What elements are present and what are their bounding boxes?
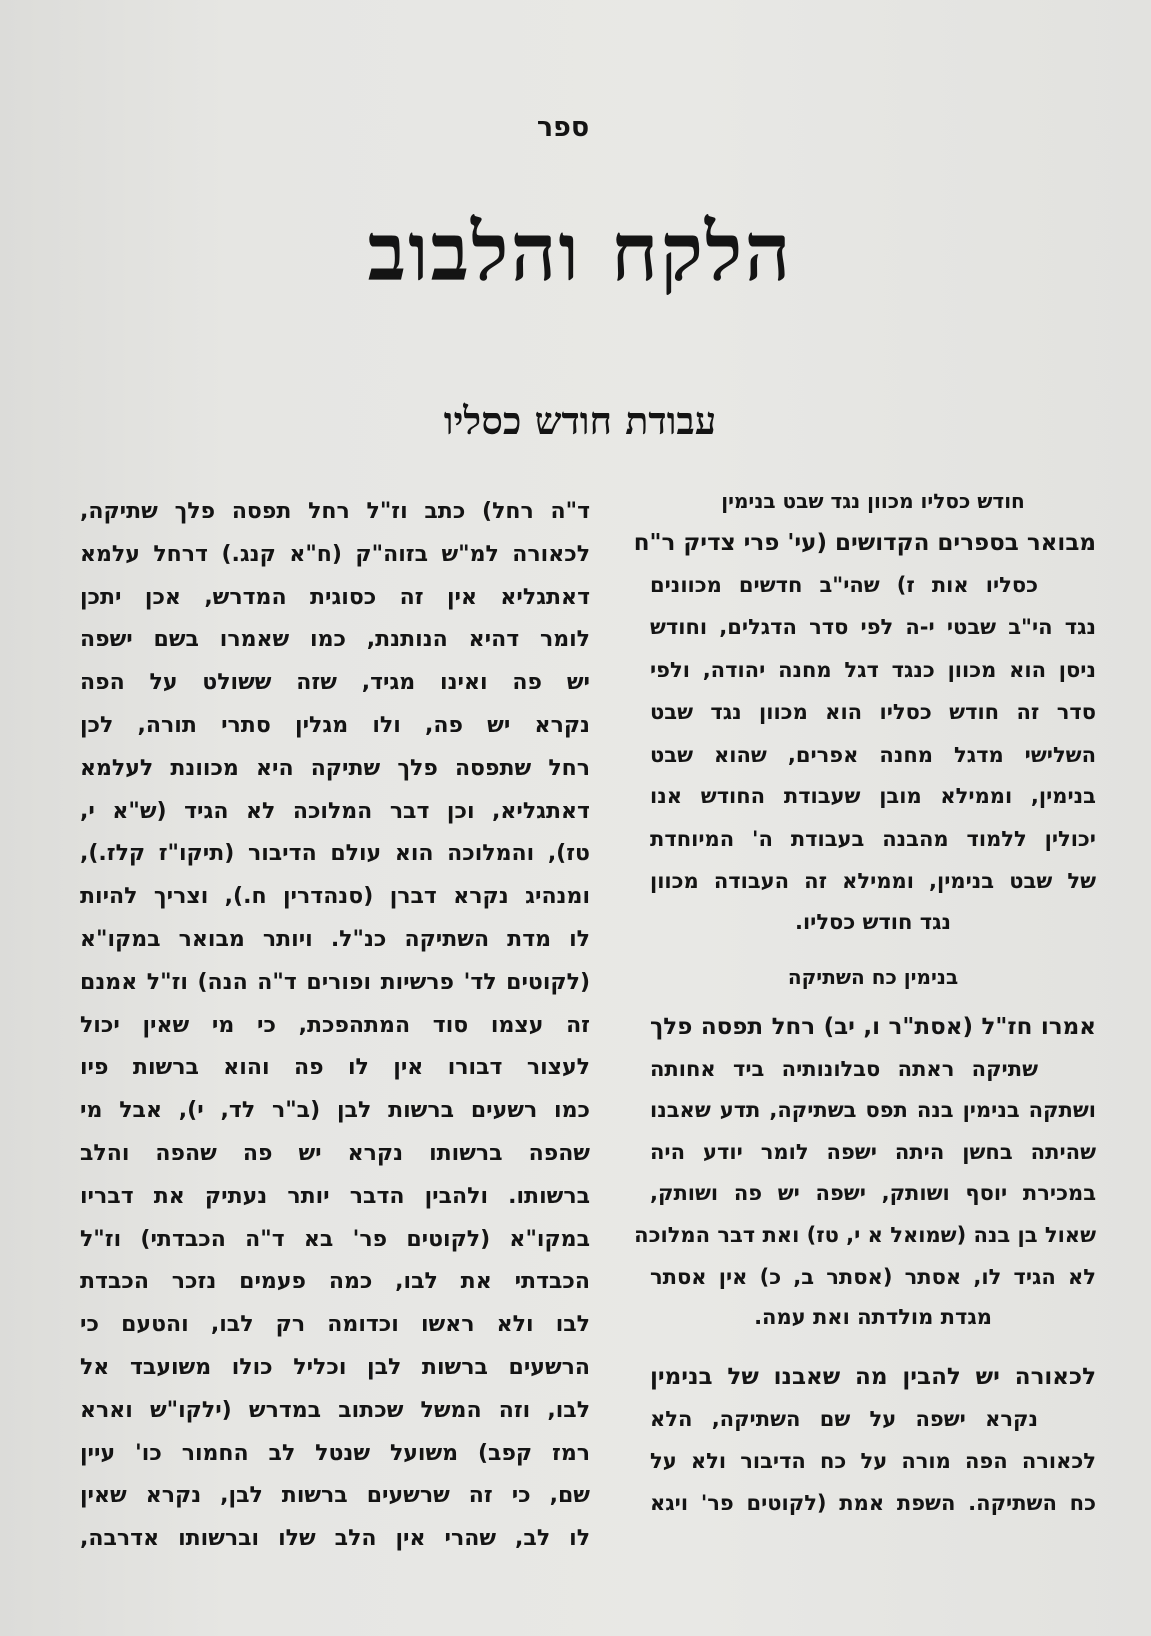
text-line: סדר זה חודש כסליו הוא מכוון נגד שבט [650,700,1096,724]
section-heading: חודש כסליו מכוון נגד שבט בנימין [721,489,1025,513]
text-line: ברשותו. ולהבין הדבר יותר נעתיק את דבריו [80,1183,590,1209]
text-line: אמרו חז"ל (אסת"ר ו, יב) רחל תפסה פלך [650,1014,1096,1040]
text-line: מגדת מולדתה ואת עמה. [754,1305,992,1329]
text-line: כמו רשעים ברשות לבן (ב"ר לד, י), אבל מי [80,1098,590,1124]
text-line: לו לב, שהרי אין הלב שלו וברשותו אדרבה, [80,1526,590,1552]
text-line: יש פה ואינו מגיד, שזה ששולט על הפה [80,670,590,696]
text-line: נגד הי"ב שבטי י-ה לפי סדר הדגלים, וחודש [650,615,1096,639]
book-title: הלקח והלבוב [367,205,793,299]
text-line: רמז קפב) משועל שנטל לב החמור כו' עיין [80,1440,590,1466]
text-line: שהפה ברשותו נקרא יש פה שהפה והלב [80,1141,590,1166]
text-line: טז), והמלוכה הוא עולם הדיבור (תיקו"ז קלז.), [80,841,590,867]
text-line: לכאורה למ"ש בזוה"ק (ח"א קנג.) דרחל עלמא [80,541,590,567]
text-line: דאתגליא אין זה כסוגית המדרש, אכן יתכן [80,584,590,610]
text-line: לו מדת השתיקה כנ"ל. ויותר מבואר במקו"א [80,927,590,952]
text-line: שם, כי זה שרשעים ברשות לבן, נקרא שאין [80,1483,590,1509]
text-line: כסליו אות ז) שהי"ב חדשים מכוונים [650,573,1038,597]
text-line: נגד חודש כסליו. [794,910,951,934]
text-line: רחל שתפסה פלך שתיקה היא מכוונת לעלמא [80,755,590,781]
text-line: ד"ה רחל) כתב וז"ל רחל תפסה פלך שתיקה, [80,499,590,524]
text-line: שתיקה ראתה סבלונותיה ביד אחותה [650,1057,1038,1081]
text-line: לא הגיד לו, אסתר (אסתר ב, כ) אין אסתר [650,1265,1096,1289]
text-line: מבואר בספרים הקדושים (עי' פרי צדיק ר"ח [633,530,1096,556]
text-line: ומנהיג נקרא דברן (סנהדרין ח.), וצריך להיות [80,884,590,910]
text-line: דאתגליא, וכן דבר המלוכה לא הגיד (ש"א י, [80,798,590,824]
text-line: (לקוטים לד' פרשיות ופורים ד"ה הנה) וז"ל אמנם [80,969,590,995]
text-line: בנימין, וממילא מובן שעבודת החודש אנו [650,784,1096,808]
text-line: לבו ולא ראשו וכדומה רק לבו, והטעם כי [80,1312,590,1338]
book-label: ספר [536,112,590,143]
text-line: יכולין ללמוד מהבנה בעבודת ה' המיוחדת [650,827,1096,851]
section-heading: בנימין כח השתיקה [787,965,959,989]
text-line: לומר דהיא הנותנת, כמו שאמרו בשם ישפה [80,627,590,653]
text-line: השלישי מדגל מחנה אפרים, שהוא שבט [650,743,1096,767]
text-line: הרשעים ברשות לבן וכליל כולו משועבד אל [80,1355,590,1380]
text-line: ניסן הוא מכוון כנגד דגל מחנה יהודה, ולפי [650,658,1096,682]
text-line: נקרא יש פה, ולו מגלין סתרי תורה, לכן [80,713,590,738]
text-line: הכבדתי את לבו, כמה פעמים נזכר הכבדת [80,1269,590,1295]
text-line: לבו, וזה המשל שכתוב במדרש (ילקו"ש וארא [80,1397,590,1423]
text-line: שהיתה בחשן היתה ישפה לומר יודע היה [650,1140,1096,1164]
text-line: כח השתיקה. השפת אמת (לקוטים פר' ויגא [650,1491,1096,1515]
text-line: זה עצמו סוד המתהפכת, כי מי שאין יכול [80,1012,590,1038]
text-line: שאול בן בנה (שמואל א י, טז) ואת דבר המלוכה [634,1223,1096,1247]
chapter-title: עבודת חודש כסליו [443,398,717,443]
text-line: במכירת יוסף ושותק, ישפה יש פה ושותק, [650,1181,1096,1205]
text-line: לכאורה הפה מורה על כח הדיבור ולא על [650,1449,1096,1473]
text-line: של שבט בנימין, וממילא זה העבודה מכוון [650,869,1096,893]
text-line: ושתקה בנימין בנה תפס בשתיקה, תדע שאבנו [650,1098,1096,1122]
text-line: במקו"א (לקוטים פר' בא ד"ה הכבדתי) וז"ל [80,1226,590,1252]
text-line: לעצור דבורו אין לו פה והוא ברשות פיו [80,1055,590,1081]
text-line: נקרא ישפה על שם השתיקה, הלא [650,1407,1038,1431]
text-line: לכאורה יש להבין מה שאבנו של בנימין [650,1364,1096,1390]
